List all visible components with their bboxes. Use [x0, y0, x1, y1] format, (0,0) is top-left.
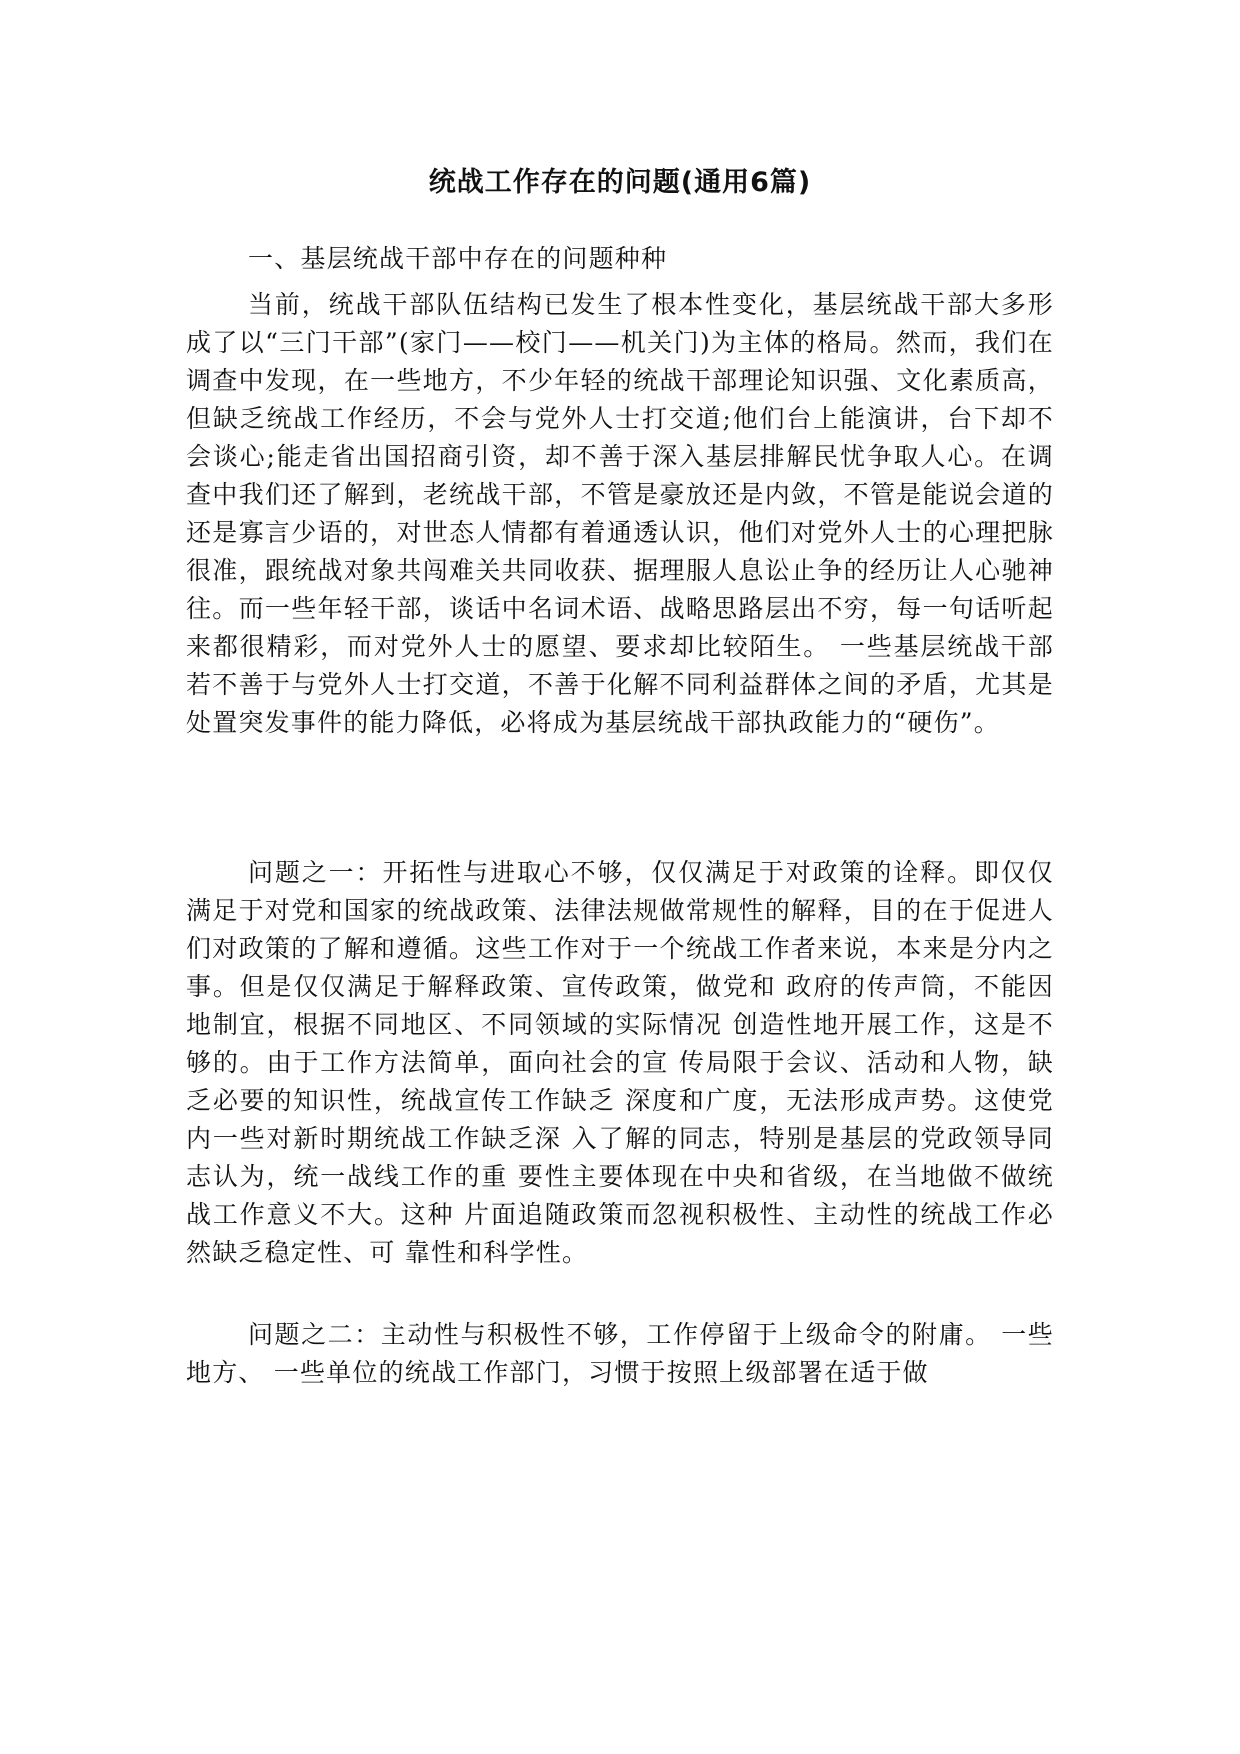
document-title: 统战工作存在的问题(通用6篇) [428, 167, 812, 198]
paragraph-problem-two: 问题之二：主动性与积极性不够，工作停留于上级命令的附庸。 一些地方、 一些单位的统战工作部门，习惯于按照上级部署在适于做 [186, 1320, 1054, 1387]
paragraph-problem-one: 问题之一：开拓性与进取心不够，仅仅满足于对政策的诠释。即仅仅满足于对党和国家的统战政策、法律法规做常规性的解释，目的在于促进人们对政策的了解和遵循。这些工作对于一个统战工作者来说，本来是分内之事。但是仅仅满足于解释政策、宣传政策，做党和 政府的传声筒，不能因地制宜，根据不同地区、不同领域的实际情况 创造性地开展工作，这是不够的。由于工作方法简单，面向社会的宣 传局限于会议、活动和人物，缺乏必要的知识性，统战宣传工作缺乏 深度和广度，无法形成声势。这使党内一些对新时期统战工作缺乏深 入了解的同志，特别是基层的党政领导同志认为，统一战线工作的重 要性主要体现在中央和省级，在当地做不做统战工作意义不大。这种 片面追随政策而忽视积极性、主动性的统战工作必然缺乏稳定性、可 靠性和科学性。 [186, 858, 1054, 1267]
paragraph-current-situation: 当前，统战干部队伍结构已发生了根本性变化，基层统战干部大多形成了以“三门干部”(家门——校门——机关门)为主体的格局。然而，我们在调查中发现，在一些地方，不少年轻的统战干部理论知识强、文化素质高，但缺乏统战工作经历，不会与党外人士打交道;他们台上能演讲，台下却不会谈心;能走省出国招商引资，却不善于深入基层排解民忧争取人心。在调查中我们还了解到，老统战干部，不管是豪放还是内敛，不管是能说会道的还是寡言少语的，对世态人情都有着通透认识，他们对党外人士的心理把脉很准，跟统战对象共闯难关共同收获、据理服人息讼止争的经历让人心驰神往。而一些年轻干部，谈话中名词术语、战略思路层出不穷，每一句话听起来都很精彩，而对党外人士的愿望、要求却比较陌生。 一些基层统战干部若不善于与党外人士打交道，不善于化解不同利益群体之间的矛盾，尤其是处置突发事件的能力降低，必将成为基层统战干部执政能力的“硬伤”。 [186, 290, 1054, 737]
section-heading: 一、基层统战干部中存在的问题种种 [248, 244, 668, 273]
